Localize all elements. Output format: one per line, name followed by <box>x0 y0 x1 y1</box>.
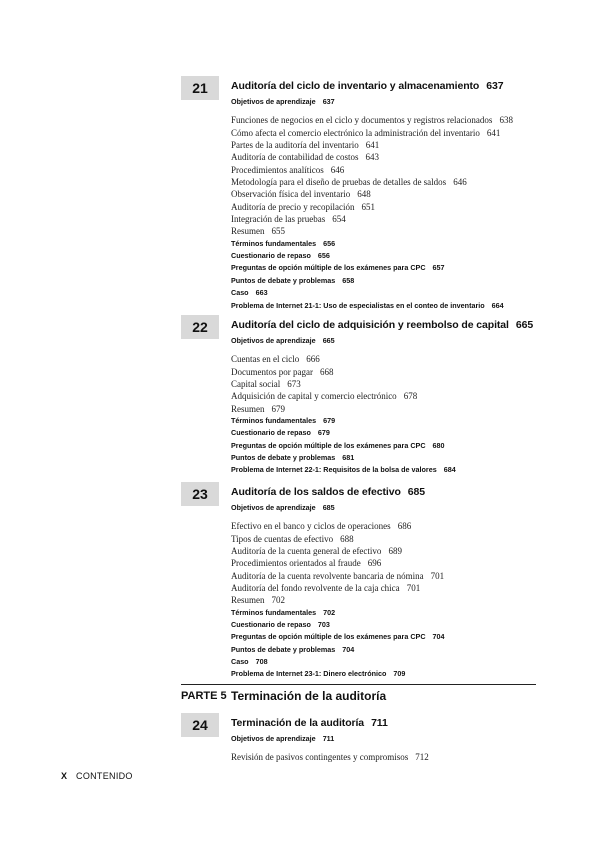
toc-entry <box>231 300 551 312</box>
toc-entry-page: 702 <box>323 607 336 617</box>
toc-entry-text: Funciones de negocios en el ciclo y documentos y registros relacionados <box>231 115 493 126</box>
toc-entry-page: 641 <box>365 140 380 151</box>
toc-entry <box>231 238 551 250</box>
toc-entry-page: 703 <box>317 620 330 630</box>
toc-entry-page: 679 <box>323 416 336 426</box>
chapter-title-text: Terminación de la auditoría <box>231 717 365 729</box>
toc-entry-text: Objetivos de aprendizaje <box>231 503 316 512</box>
toc-entry <box>231 668 551 680</box>
toc-entry <box>231 188 551 200</box>
toc-entry <box>231 582 551 594</box>
part-label: PARTE 5 <box>181 690 227 702</box>
toc-entry <box>231 464 551 476</box>
toc-entry-page: 673 <box>287 379 301 390</box>
toc-entry-page: 663 <box>255 288 268 298</box>
toc-entry-text: Auditoría del fondo revolvente de la caja chica <box>231 583 400 594</box>
toc-entry-text: Objetivos de aprendizaje <box>231 97 316 106</box>
toc-entry-text: Términos fundamentales <box>231 238 317 248</box>
toc-entry <box>231 751 551 763</box>
chapter-number: 23 <box>181 482 219 506</box>
toc-entry-page: 638 <box>499 115 513 126</box>
toc-entry-text: Problema de Internet 21-1: Uso de especialistas en el conteo de inventario <box>231 300 485 310</box>
toc-entry-page: 665 <box>322 336 335 345</box>
toc-entry <box>231 403 551 415</box>
part-heading <box>181 684 536 703</box>
toc-entry-text: Cuestionario de repaso <box>231 428 311 438</box>
toc-entry <box>231 656 551 668</box>
toc-entry-page: 656 <box>317 251 330 261</box>
toc-entry-page: 711 <box>322 734 335 743</box>
toc-entry-text: Objetivos de aprendizaje <box>231 336 316 345</box>
toc-entry <box>231 366 551 378</box>
toc-entry-page: 637 <box>322 97 335 106</box>
toc-entry-text: Cuentas en el ciclo <box>231 354 300 365</box>
chapter-title-page: 637 <box>486 80 504 92</box>
toc-entry <box>231 250 551 262</box>
chapter-title-page: 685 <box>407 486 426 498</box>
toc-entry <box>231 96 551 108</box>
toc-entry <box>231 213 551 225</box>
chapter-entries <box>231 733 551 764</box>
toc-entry-page: 680 <box>432 440 445 450</box>
toc-entry-page: 685 <box>322 503 335 512</box>
toc-entry <box>231 427 551 439</box>
running-head: CONTENIDO <box>76 771 133 781</box>
toc-entry-page: 666 <box>306 354 320 365</box>
toc-entry-text: Resumen <box>231 595 265 606</box>
toc-entry-text: Puntos de debate y problemas <box>231 453 336 463</box>
page-number: X <box>61 771 68 781</box>
toc-entry <box>231 390 551 402</box>
chapter-title-page: 711 <box>371 717 388 729</box>
toc-entry <box>231 415 551 427</box>
toc-entry <box>231 607 551 619</box>
toc-entry-text: Partes de la auditoría del inventario <box>231 140 359 151</box>
toc-entry-text: Revisión de pasivos contingentes y compromisos <box>231 752 409 763</box>
toc-entry <box>231 631 551 643</box>
toc-entry-page: 712 <box>415 752 429 763</box>
chapter-entries <box>231 502 551 681</box>
toc-entry-page: 641 <box>486 127 501 138</box>
page-footer <box>61 771 133 781</box>
toc-entry-page: 657 <box>432 263 445 273</box>
toc-entry <box>231 353 551 365</box>
chapter-title <box>231 486 425 498</box>
toc-entry <box>231 262 551 274</box>
chapter-entries <box>231 335 551 477</box>
toc-entry-text: Puntos de debate y problemas <box>231 644 336 654</box>
toc-entry-text: Cuestionario de repaso <box>231 620 311 630</box>
toc-entry-page: 668 <box>319 366 334 377</box>
toc-entry-text: Cómo afecta el comercio electrónico la administración del inventario <box>231 127 480 138</box>
toc-entry-text: Tipos de cuentas de efectivo <box>231 533 334 544</box>
toc-entry-page: 702 <box>271 595 285 606</box>
chapter-title-text: Auditoría del ciclo de adquisición y reembolso de capital <box>231 319 509 331</box>
toc-entry <box>231 275 551 287</box>
toc-entry <box>231 644 551 656</box>
toc-entry-text: Problema de Internet 22-1: Requisitos de la bolsa de valores <box>231 465 437 475</box>
toc-entry-text: Auditoría de precio y recopilación <box>231 201 355 212</box>
toc-entry <box>231 127 551 139</box>
toc-entry-page: 679 <box>317 428 330 438</box>
toc-entry-text: Caso <box>231 657 249 667</box>
toc-entry-text: Problema de Internet 23-1: Dinero electrónico <box>231 669 387 679</box>
toc-entry <box>231 440 551 452</box>
toc-entry-text: Procedimientos orientados al fraude <box>231 558 361 569</box>
toc-entry-page: 643 <box>365 152 379 163</box>
toc-entry-page: 688 <box>340 533 354 544</box>
toc-entry <box>231 176 551 188</box>
toc-entry-page: 701 <box>430 570 445 581</box>
toc-entry-page: 696 <box>367 558 382 569</box>
chapter-number: 22 <box>181 315 219 339</box>
toc-entry <box>231 452 551 464</box>
toc-entry-page: 654 <box>332 214 346 225</box>
chapter-number: 21 <box>181 76 219 100</box>
toc-entry-text: Procedimientos analíticos <box>231 164 324 175</box>
toc-entry <box>231 201 551 213</box>
chapter-title-page: 665 <box>515 319 534 331</box>
toc-entry-page: 704 <box>342 644 355 654</box>
toc-entry <box>231 225 551 237</box>
toc-entry <box>231 335 551 347</box>
toc-entry <box>231 378 551 390</box>
chapter-title <box>231 80 503 92</box>
toc-entry <box>231 520 551 532</box>
toc-entry-text: Puntos de debate y problemas <box>231 275 336 285</box>
toc-entry-text: Metodología para el diseño de pruebas de detalles de saldos <box>231 177 447 188</box>
toc-entry-page: 648 <box>357 189 371 200</box>
toc-entry <box>231 502 551 514</box>
toc-entry-text: Resumen <box>231 226 265 237</box>
chapter-number: 24 <box>181 713 219 737</box>
toc-entry <box>231 164 551 176</box>
toc-entry <box>231 139 551 151</box>
toc-entry-text: Auditoría de la cuenta general de efectivo <box>231 546 382 557</box>
toc-entry <box>231 733 551 745</box>
toc-entry-text: Preguntas de opción múltiple de los exámenes para CPC <box>231 632 426 642</box>
part-title: Terminación de la auditoría <box>231 689 387 703</box>
toc-entry-page: 708 <box>255 657 268 667</box>
toc-entry-text: Términos fundamentales <box>231 416 317 426</box>
toc-entry-text: Caso <box>231 288 249 298</box>
toc-entry-text: Cuestionario de repaso <box>231 251 311 261</box>
toc-entry-page: 704 <box>432 632 445 642</box>
toc-entry-text: Documentos por pagar <box>231 366 313 377</box>
chapter-title-text: Auditoría del ciclo de inventario y almacenamiento <box>231 80 480 92</box>
toc-entry-page: 684 <box>443 465 456 475</box>
toc-entry-page: 646 <box>453 177 467 188</box>
toc-entry-page: 681 <box>342 453 355 463</box>
toc-entry-text: Adquisición de capital y comercio electrónico <box>231 391 397 402</box>
toc-entry <box>231 557 551 569</box>
toc-entry-page: 655 <box>271 226 285 237</box>
toc-entry-page: 678 <box>403 391 418 402</box>
toc-entry <box>231 594 551 606</box>
toc-entry-text: Auditoría de la cuenta revolvente bancaria de nómina <box>231 570 424 581</box>
toc-entry-text: Efectivo en el banco y ciclos de operaciones <box>231 521 391 532</box>
toc-entry-page: 679 <box>271 403 285 414</box>
toc-entry-page: 701 <box>406 583 421 594</box>
chapter-title <box>231 717 388 729</box>
toc-entry <box>231 151 551 163</box>
toc-entry-text: Preguntas de opción múltiple de los exámenes para CPC <box>231 263 426 273</box>
toc-entry-text: Integración de las pruebas <box>231 214 326 225</box>
toc-entry <box>231 533 551 545</box>
toc-entry-text: Objetivos de aprendizaje <box>231 734 316 743</box>
toc-entry-page: 656 <box>323 238 336 248</box>
toc-entry-page: 646 <box>330 164 345 175</box>
toc-entry <box>231 114 551 126</box>
toc-entry-page: 689 <box>388 546 402 557</box>
toc-entry-page: 709 <box>393 669 406 679</box>
toc-entry-page: 686 <box>397 521 412 532</box>
toc-entry <box>231 619 551 631</box>
toc-entry <box>231 570 551 582</box>
toc-entry-page: 658 <box>342 275 355 285</box>
chapter-entries <box>231 96 551 312</box>
toc-entry-page: 664 <box>491 300 504 310</box>
toc-entry-text: Preguntas de opción múltiple de los exámenes para CPC <box>231 440 426 450</box>
toc-entry-text: Auditoría de contabilidad de costos <box>231 152 359 163</box>
toc-entry-page: 651 <box>361 201 375 212</box>
toc-entry-text: Términos fundamentales <box>231 607 317 617</box>
chapter-title-text: Auditoría de los saldos de efectivo <box>231 486 401 498</box>
toc-entry-text: Resumen <box>231 403 265 414</box>
chapter-title <box>231 319 533 331</box>
toc-entry-text: Observación física del inventario <box>231 189 351 200</box>
toc-entry <box>231 545 551 557</box>
toc-entry <box>231 287 551 299</box>
toc-entry-text: Capital social <box>231 379 281 390</box>
